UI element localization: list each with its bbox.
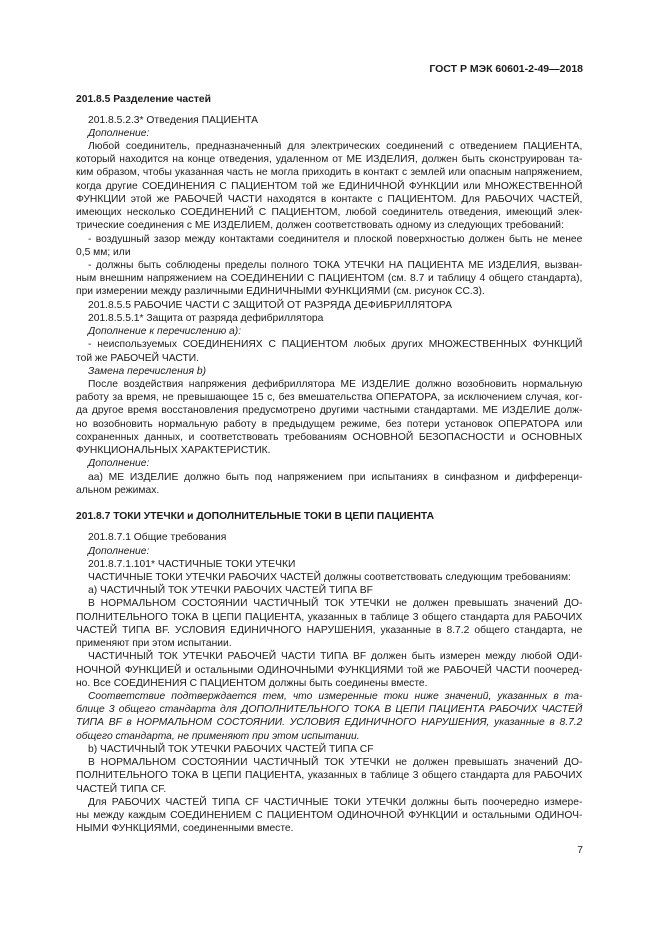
paragraph-line: После воздействия напряжения дефибриллятора МЕ ИЗДЕЛИЕ должно возобновить нормальную (88, 378, 583, 390)
section-heading: 201.8.5 Разделение частей (76, 94, 211, 106)
list-item-title: b) ЧАСТИЧНЫЙ ТОК УТЕЧКИ РАБОЧИХ ЧАСТЕЙ ТИПА CF (88, 743, 374, 755)
compliance-line: ТИПА BF в НОРМАЛЬНОМ СОСТОЯНИИ. УСЛОВИЯ ЕДИНИЧНОГО НАРУШЕНИЯ, указанные в 8.7.2 (76, 717, 583, 729)
paragraph-line: НЫМИ ФУНКЦИЯМИ, соединенными вместе. (76, 823, 294, 835)
addition-label: Дополнение: (88, 458, 150, 470)
compliance-line: блице 3 общего стандарта для ДОПОЛНИТЕЛЬНОГО ТОКА В ЦЕПИ ПАЦИЕНТА РАБОЧИХ ЧАСТЕЙ (76, 704, 583, 716)
paragraph-line: ЧАСТЕЙ ТИПА BF. УСЛОВИЯ ЕДИНИЧНОГО НАРУШЕНИЯ, указанные в 8.7.2 общего стандарта, не (76, 624, 583, 636)
clause-title: 201.8.5.2.3* Отведения ПАЦИЕНТА (88, 114, 258, 126)
list-item-line: той же РАБОЧЕЙ ЧАСТИ. (76, 352, 200, 364)
paragraph-line: ЧАСТИЧНЫЕ ТОКИ УТЕЧКИ РАБОЧИХ ЧАСТЕЙ должны соответствовать следующим требованиям: (88, 572, 571, 584)
list-item-title: а) ЧАСТИЧНЫЙ ТОК УТЕЧКИ РАБОЧИХ ЧАСТЕЙ ТИПА BF (88, 585, 373, 597)
compliance-line: Соответствие подтверждается тем, что измеренные токи ниже значений, указанных в та- (88, 690, 583, 702)
page-number: 7 (577, 845, 583, 856)
paragraph-line: работу за время, не превышающее 15 с, без вмешательства ОПЕРАТОРА, за исключением случая, ког- (76, 392, 583, 404)
list-item-line: - воздушный зазор между контактами соединителя и плоской поверхностью должен быть не менее (88, 233, 583, 245)
paragraph-line: но. Все СОЕДИНЕНИЯ С ПАЦИЕНТОМ должны быть соединены вместе. (76, 677, 428, 689)
list-item-line: 0,5 мм; или (76, 246, 131, 258)
paragraph-line: но возобновить нормальную работу в предыдущем режиме, без потери установок ОПЕРАТОРА или (76, 418, 583, 430)
paragraph-line: ПОЛНИТЕЛЬНОГО ТОКА В ЦЕПИ ПАЦИЕНТА, указанных в таблице 3 общего стандарта для РАБОЧИХ (76, 611, 583, 623)
paragraph-line: ПОЛНИТЕЛЬНОГО ТОКА В ЦЕПИ ПАЦИЕНТА, указанных в таблице 3 общего стандарта для РАБОЧИХ (76, 770, 583, 782)
paragraph-line: который находится на конце отведения, удаленном от МЕ ИЗДЕЛИЯ, должен быть сконструирован та- (76, 154, 583, 166)
paragraph-line: да другое время восстановления предусмотрено другими частными стандартами. МЕ ИЗДЕЛИЕ долж- (76, 405, 583, 417)
paragraph-line: В НОРМАЛЬНОМ СОСТОЯНИИ ЧАСТИЧНЫЙ ТОК УТЕЧКИ не должен превышать значений ДО- (88, 757, 583, 769)
replacement-label: Замена перечисления b) (88, 365, 207, 377)
list-item-line: аа) МЕ ИЗДЕЛИЕ должно быть под напряжением при испытаниях в синфазном и дифференци- (88, 471, 583, 483)
paragraph-line: НОЧНОЙ ФУНКЦИЕЙ и остальными ОДИНОЧНЫМИ ФУНКЦИЯМИ той же РАБОЧЕЙ ЧАСТИ поочеред- (76, 664, 583, 676)
list-item-line: альном режимах. (76, 484, 160, 496)
paragraph-line: ЧАСТИЧНЫЙ ТОК УТЕЧКИ РАБОЧЕЙ ЧАСТИ ТИПА BF должен быть измерен между любой ОДИ- (88, 651, 583, 663)
paragraph-line: ФУНКЦИИ этой же РАБОЧЕЙ ЧАСТИ находятся в контакте с ПАЦИЕНТОМ. Для РАБОЧИХ ЧАСТЕЙ, (76, 193, 583, 205)
list-item-line: - должны быть соблюдены пределы полного ТОКА УТЕЧКИ НА ПАЦИЕНТА МЕ ИЗДЕЛИЯ, вызван- (88, 260, 583, 272)
paragraph-line: когда другие СОЕДИНЕНИЯ С ПАЦИЕНТОМ той же ЕДИНИЧНОЙ ФУНКЦИИ или МНОЖЕСТВЕННОЙ (76, 180, 583, 192)
addition-label: Дополнение: (88, 545, 150, 557)
list-item-line: - неиспользуемых СОЕДИНЕНИЯХ С ПАЦИЕНТОМ любых других МНОЖЕСТВЕННЫХ ФУНКЦИЙ (88, 339, 583, 351)
paragraph-line: В НОРМАЛЬНОМ СОСТОЯНИИ ЧАСТИЧНЫЙ ТОК УТЕЧКИ не должен превышать значений ДО- (88, 598, 583, 610)
clause-title: 201.8.7.1 Общие требования (88, 532, 227, 544)
paragraph-line: имеющих несколько СОЕДИНЕНИЙ С ПАЦИЕНТОМ, любой соединитель отведения, имеющий элек- (76, 207, 583, 219)
paragraph-line: Любой соединитель, предназначенный для электрических соединений с отведением ПАЦИЕНТА, (88, 141, 583, 153)
paragraph-line: Для РАБОЧИХ ЧАСТЕЙ ТИПА CF ЧАСТИЧНЫЕ ТОКИ УТЕЧКИ должны быть поочередно измере- (88, 796, 583, 808)
paragraph-line: сохраненных данных, и соответствовать требованиям ОСНОВНОЙ БЕЗОПАСНОСТИ и ОСНОВНЫХ (76, 431, 583, 443)
paragraph-line: ким образом, чтобы указанная часть не могла приходить в контакт с землей или опасным напряжением, (76, 167, 583, 179)
section-heading: 201.8.7 ТОКИ УТЕЧКИ и ДОПОЛНИТЕЛЬНЫЕ ТОКИ В ЦЕПИ ПАЦИЕНТА (76, 511, 435, 523)
clause-subtitle: 201.8.7.1.101* ЧАСТИЧНЫЕ ТОКИ УТЕЧКИ (88, 558, 296, 570)
clause-subtitle: 201.8.5.5.1* Защита от разряда дефибриллятора (88, 312, 324, 324)
document-body (76, 93, 583, 835)
paragraph-line: применяют при этом испытании. (76, 638, 232, 650)
clause-title: 201.8.5.5 РАБОЧИЕ ЧАСТИ С ЗАЩИТОЙ ОТ РАЗРЯДА ДЕФИБРИЛЛЯТОРА (88, 299, 452, 311)
list-item-line: при измерении между различными ЕДИНИЧНЫМИ ФУНКЦИЯМИ (см. рисунок СС.3). (76, 286, 485, 298)
list-item-line: ным внешним напряжением на СОЕДИНЕНИИ С ПАЦИЕНТОМ (см. 8.7 и таблицу 4 общего стандарта), (76, 273, 583, 285)
addition-label: Дополнение к перечислению а): (88, 326, 242, 338)
compliance-line: общего стандарта, не применяют при этом испытании. (76, 730, 360, 742)
paragraph-line: ЧАСТЕЙ ТИПА CF. (76, 783, 167, 795)
page-header-standard-code: ГОСТ Р МЭК 60601-2-49—2018 (429, 63, 583, 75)
paragraph-line: трические соединения с МЕ ИЗДЕЛИЕМ, должен соответствовать одному из следующих требований: (76, 220, 564, 232)
paragraph-line: ФУНКЦИОНАЛЬНЫХ ХАРАКТЕРИСТИК. (76, 445, 271, 457)
addition-label: Дополнение: (88, 127, 150, 139)
paragraph-line: ны между каждым СОЕДИНЕНИЕМ С ПАЦИЕНТОМ ОДИНОЧНОЙ ФУНКЦИИ и остальными ОДИНОЧ- (76, 809, 583, 821)
